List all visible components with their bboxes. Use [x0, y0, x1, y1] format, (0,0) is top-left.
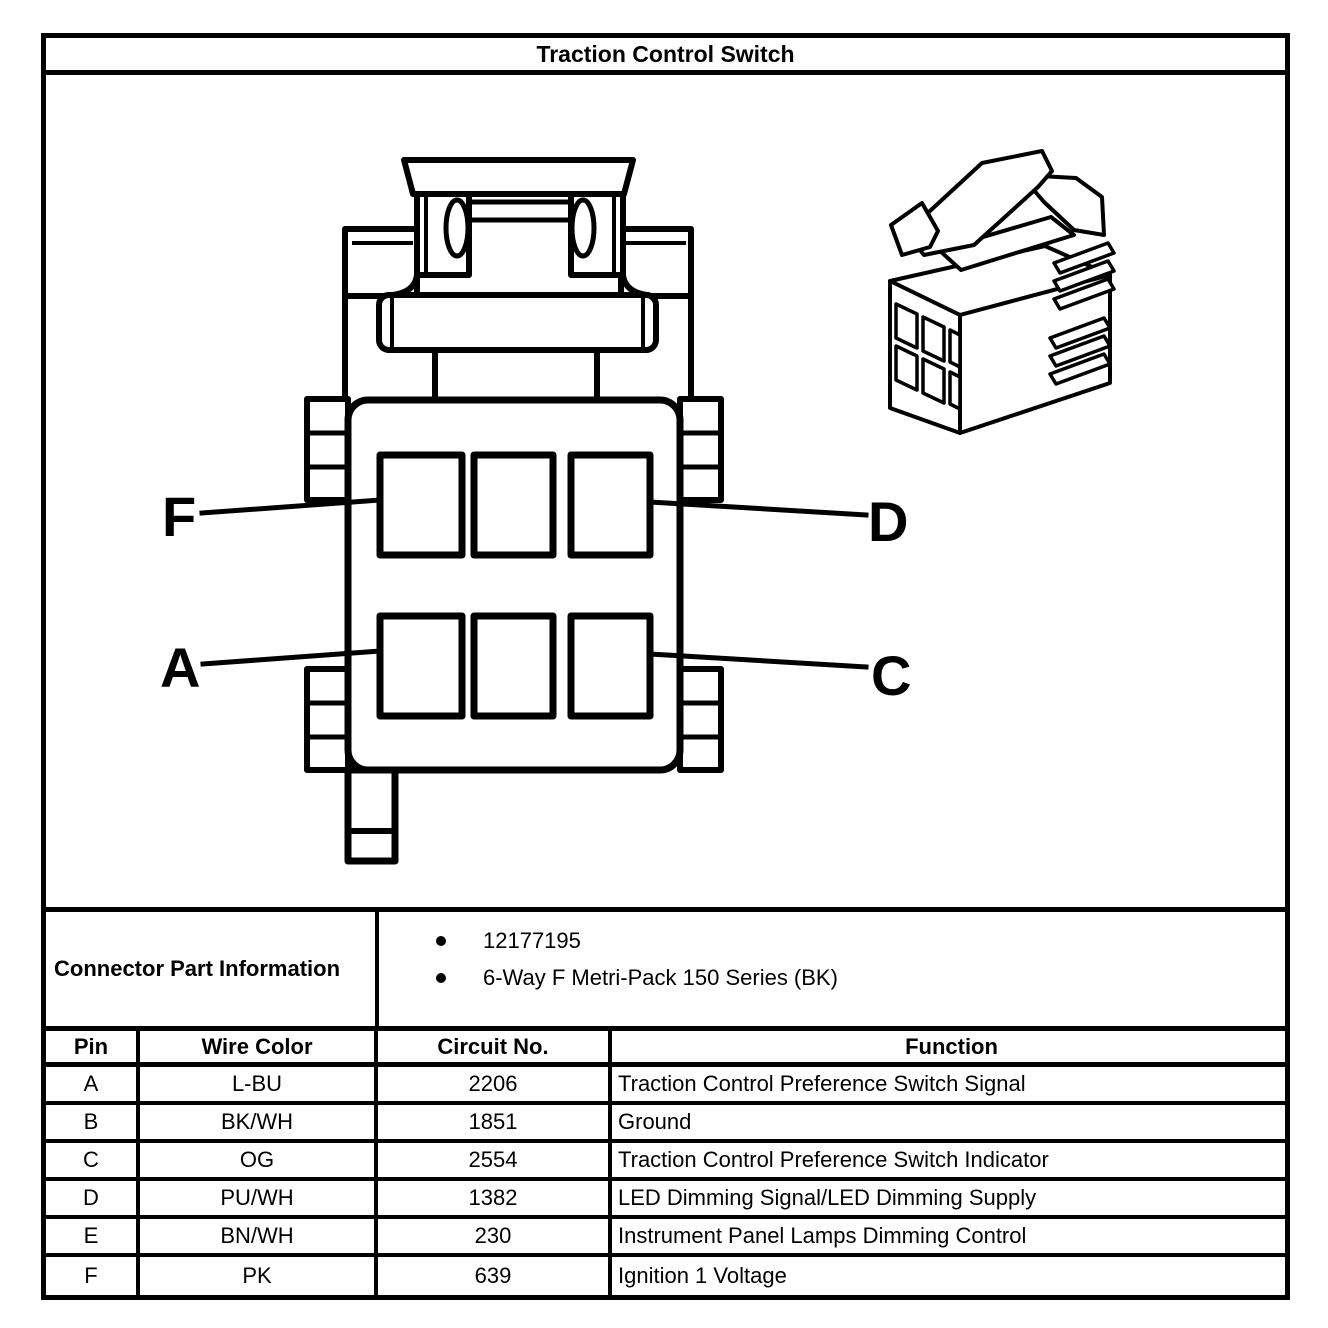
- latch-pivot-right: [572, 200, 594, 256]
- connector-part-information-label: Connector Part Information: [46, 912, 379, 1026]
- table-cell-circuit-no: 1851: [378, 1105, 612, 1143]
- table-cell-function: Ground: [612, 1105, 1285, 1143]
- table-cell-pin: D: [46, 1181, 140, 1219]
- table-cell-pin: F: [46, 1257, 140, 1295]
- tab-group-top-right: [680, 399, 721, 500]
- connector-iso-view: [890, 151, 1114, 433]
- connector-front-view: [202, 160, 866, 861]
- pin-table: [46, 1031, 1285, 1295]
- table-cell-function: LED Dimming Signal/LED Dimming Supply: [612, 1181, 1285, 1219]
- upper-block: [379, 295, 656, 350]
- pin-cavity: [380, 455, 462, 555]
- pin-cavity: [571, 616, 650, 716]
- table-cell-circuit-no: 1382: [378, 1181, 612, 1219]
- pin-label-c: C: [871, 644, 912, 707]
- table-cell-wire-color: BK/WH: [140, 1105, 378, 1143]
- part-number: 12177195: [483, 928, 581, 953]
- table-cell-function: Traction Control Preference Switch Signal: [612, 1067, 1285, 1105]
- table-cell-circuit-no: 639: [378, 1257, 612, 1295]
- table-cell-pin: B: [46, 1105, 140, 1143]
- connector-part-information-items: [379, 912, 1285, 1026]
- page-frame: [41, 33, 1290, 1300]
- column-header-circuit-no: Circuit No.: [378, 1031, 612, 1067]
- table-cell-wire-color: PK: [140, 1257, 378, 1295]
- table-cell-circuit-no: 2206: [378, 1067, 612, 1105]
- pin-cavity: [380, 616, 462, 716]
- tab-group-top-left: [307, 399, 348, 500]
- latch-shoulder-left: [345, 229, 417, 296]
- table-cell-wire-color: BN/WH: [140, 1219, 378, 1257]
- table-cell-circuit-no: 2554: [378, 1143, 612, 1181]
- pin-cavity: [474, 616, 553, 716]
- connector-diagram-svg: [46, 75, 1285, 907]
- column-header-function: Function: [612, 1031, 1285, 1067]
- column-header-pin: Pin: [46, 1031, 140, 1067]
- pin-label-f: F: [162, 485, 197, 548]
- table-cell-circuit-no: 230: [378, 1219, 612, 1257]
- table-cell-wire-color: OG: [140, 1143, 378, 1181]
- latch-pivot-left: [446, 200, 468, 256]
- pin-label-d: D: [868, 490, 909, 553]
- connector-part-information-row: [46, 912, 1285, 1031]
- table-cell-wire-color: L-BU: [140, 1067, 378, 1105]
- bottom-index-tab: [348, 770, 395, 861]
- connector-diagram-area: [46, 75, 1285, 912]
- column-header-wire-color: Wire Color: [140, 1031, 378, 1067]
- table-cell-function: Instrument Panel Lamps Dimming Control: [612, 1219, 1285, 1257]
- bullet-dot-icon: [436, 936, 446, 946]
- table-cell-wire-color: PU/WH: [140, 1181, 378, 1219]
- latch-top: [404, 160, 633, 194]
- page-title: Traction Control Switch: [536, 40, 795, 67]
- part-description: 6-Way F Metri-Pack 150 Series (BK): [483, 965, 838, 990]
- list-item: [436, 965, 1285, 991]
- pin-cavity: [474, 455, 553, 555]
- table-cell-function: Ignition 1 Voltage: [618, 1263, 787, 1288]
- iso-latch: [891, 151, 1104, 270]
- tab-group-bottom-right: [680, 669, 721, 770]
- bullet-dot-icon: [436, 973, 446, 983]
- pin-cavity: [571, 455, 650, 555]
- pin-label-a: A: [160, 636, 201, 699]
- table-cell-function: Traction Control Preference Switch Indicator: [612, 1143, 1285, 1181]
- title-bar: [46, 38, 1285, 75]
- table-cell-pin: E: [46, 1219, 140, 1257]
- table-cell-pin: A: [46, 1067, 140, 1105]
- list-item: [436, 928, 1285, 954]
- table-cell-pin: C: [46, 1143, 140, 1181]
- tab-group-bottom-left: [307, 669, 348, 770]
